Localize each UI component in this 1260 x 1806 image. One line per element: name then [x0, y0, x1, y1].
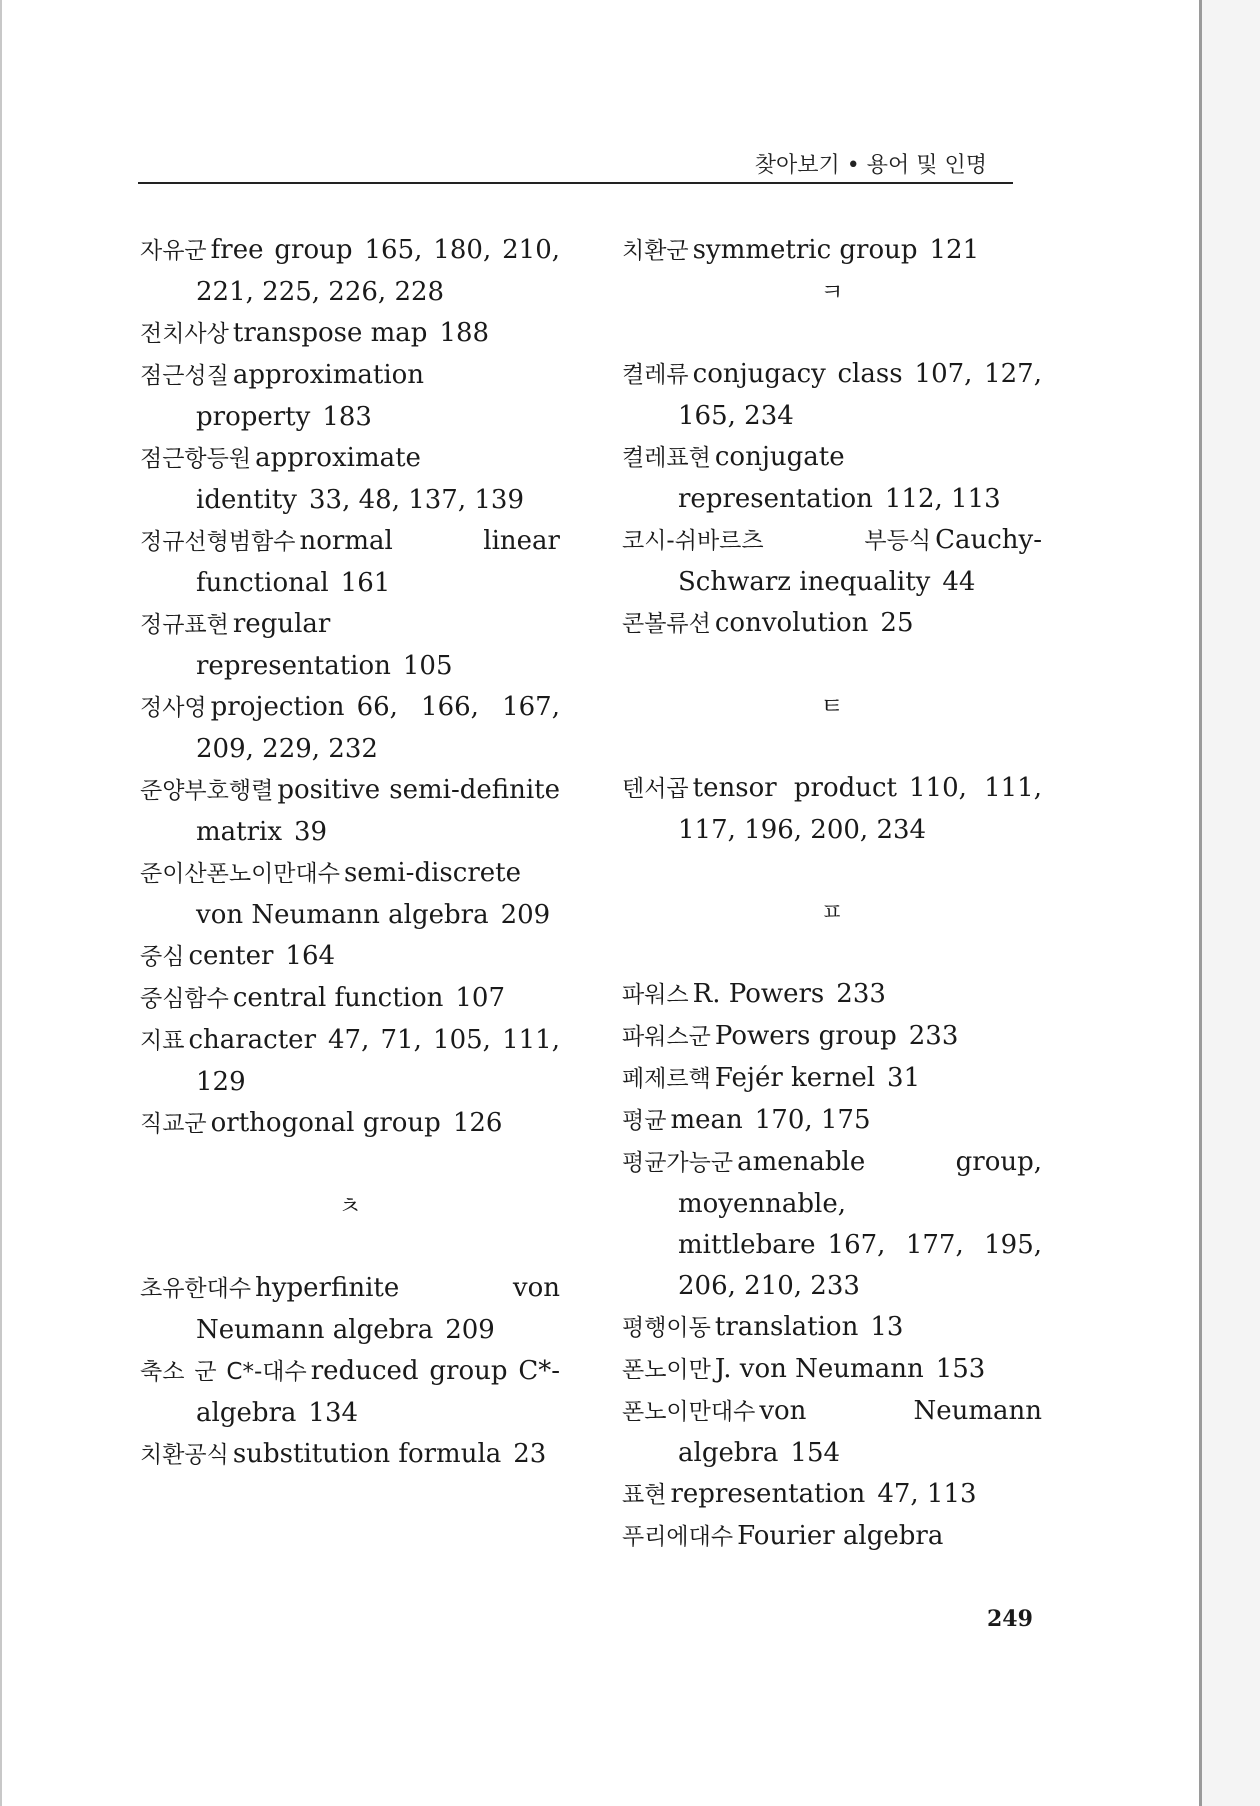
- entry-pages: 126: [452, 1108, 503, 1138]
- entry-korean-term: 켤레류: [622, 362, 689, 388]
- index-entry: [140, 978, 560, 1020]
- entry-english-term: central function: [232, 983, 444, 1013]
- index-entry: [622, 1100, 1042, 1142]
- section-letter-chieut: ㅊ: [338, 1192, 362, 1220]
- entry-korean-term: 치환군: [622, 238, 689, 264]
- entry-pages: 66, 166, 167, 209, 229, 232: [196, 692, 560, 764]
- index-entry: [140, 438, 560, 521]
- index-entry: [622, 974, 1042, 1016]
- entry-english-term: J. von Neumann: [714, 1354, 924, 1384]
- index-entry: [140, 936, 560, 978]
- entry-pages: 170, 175: [754, 1105, 871, 1135]
- entry-english-term: conjugate representation: [678, 442, 873, 514]
- entry-korean-term: 평행이동: [622, 1315, 711, 1341]
- entry-pages: 183: [322, 402, 372, 432]
- running-header-title: 찾아보기 • 용어 및 인명: [754, 153, 987, 178]
- entry-korean-term: 켤레표현: [622, 445, 711, 471]
- entry-korean-term: 치환공식: [140, 1442, 229, 1468]
- entry-korean-term: 준이산폰노이만대수: [140, 861, 340, 887]
- index-entry: [622, 354, 1042, 437]
- index-entry: [622, 1391, 1042, 1474]
- entry-pages: 209: [500, 900, 551, 930]
- entry-pages: 23: [513, 1439, 547, 1469]
- entry-english-term: semi-discrete von Neumann algebra: [196, 858, 521, 930]
- index-entry: [622, 1016, 1042, 1058]
- index-entry: [140, 355, 560, 438]
- index-entry: [140, 1020, 560, 1103]
- running-header: [138, 148, 1013, 184]
- index-entry: [140, 1434, 560, 1476]
- index-entry: [622, 1307, 1042, 1349]
- entry-pages: 165, 180, 210, 221, 225, 226, 228: [196, 235, 560, 307]
- entry-english-term: Powers group: [714, 1021, 897, 1051]
- entry-korean-term: 정사영: [140, 695, 207, 721]
- index-entry: [622, 520, 1042, 603]
- index-entry: [622, 1349, 1042, 1391]
- entry-korean-term: 지표: [140, 1028, 185, 1054]
- index-entry: [140, 1351, 560, 1434]
- entry-english-term: representation: [670, 1479, 866, 1509]
- entry-english-term: approximate identity: [196, 443, 421, 515]
- entry-english-term: normal linear functional: [196, 526, 560, 598]
- entry-english-term: character: [188, 1025, 316, 1055]
- section-letter-kieuk: ㅋ: [820, 278, 844, 306]
- entry-korean-term: 평균가능군: [622, 1150, 734, 1176]
- entry-english-term: projection: [210, 692, 345, 722]
- entry-pages: 107: [455, 983, 506, 1013]
- section-gap: [622, 933, 1042, 974]
- entry-pages: 47, 113: [877, 1479, 977, 1509]
- entry-korean-term: 파워스군: [622, 1024, 711, 1050]
- entry-korean-term: 중심함수: [140, 986, 229, 1012]
- entry-pages: 33, 48, 137, 139: [309, 485, 525, 515]
- index-column-left: [140, 230, 560, 1476]
- entry-korean-term: 중심: [140, 944, 185, 970]
- entry-korean-term: 점근성질: [140, 363, 229, 389]
- entry-english-term: transpose map: [232, 318, 428, 348]
- index-entry: [622, 603, 1042, 645]
- entry-korean-term: 전치사상: [140, 321, 229, 347]
- entry-pages: 25: [880, 608, 914, 638]
- entry-english-term: Fejér kernel: [714, 1063, 876, 1093]
- entry-english-term: von Neumann algebra: [678, 1396, 1042, 1468]
- entry-korean-term: 페제르핵: [622, 1066, 711, 1092]
- index-entry: [622, 1142, 1042, 1307]
- entry-english-term: Cauchy-Schwarz inequality: [678, 525, 1042, 597]
- entry-pages: 39: [294, 817, 328, 847]
- entry-pages: 164: [285, 941, 336, 971]
- entry-pages: 112, 113: [884, 484, 1001, 514]
- entry-pages: 13: [870, 1312, 904, 1342]
- entry-korean-term: 준양부호행렬: [140, 778, 274, 804]
- entry-korean-term: 푸리에대수: [622, 1524, 734, 1550]
- section-gap: [622, 313, 1042, 354]
- entry-korean-term: 표현: [622, 1482, 667, 1508]
- entry-korean-term: 정규표현: [140, 612, 229, 638]
- entry-korean-term: 텐서곱: [622, 776, 689, 802]
- entry-pages: 107, 127, 165, 234: [678, 359, 1042, 431]
- index-entry: [622, 768, 1042, 851]
- entry-pages: 209: [445, 1315, 495, 1345]
- entry-pages: 161: [340, 568, 391, 598]
- entry-pages: 47, 71, 105, 111, 129: [196, 1025, 560, 1097]
- page-number: 249: [987, 1606, 1033, 1632]
- index-entry: [622, 1474, 1042, 1516]
- index-entry: [622, 1516, 1042, 1558]
- entry-korean-term: 폰노이만: [622, 1357, 711, 1383]
- section-letter-tieut: ㅌ: [820, 692, 844, 720]
- entry-english-term: reduced group C*-algebra: [196, 1356, 561, 1428]
- entry-korean-term: 파워스: [622, 982, 689, 1008]
- entry-english-term: orthogonal group: [210, 1108, 441, 1138]
- entry-pages: 233: [908, 1021, 959, 1051]
- entry-pages: 121: [929, 235, 980, 265]
- entry-english-term: substitution formula: [232, 1439, 502, 1469]
- index-entry: [140, 853, 560, 936]
- entry-pages: 153: [935, 1354, 986, 1384]
- entry-korean-term: 평균: [622, 1108, 667, 1134]
- section-gap: [140, 1227, 560, 1268]
- entry-english-term: Fourier algebra: [737, 1521, 944, 1551]
- index-entry: [140, 313, 560, 355]
- entry-pages: 167, 177, 195, 206, 210, 233: [678, 1230, 1042, 1301]
- entry-english-term: symmetric group: [692, 235, 918, 265]
- index-entry: [140, 687, 560, 770]
- index-entry: [140, 770, 560, 853]
- entry-english-term: free group: [210, 235, 353, 265]
- entry-english-term: regular representation: [196, 609, 391, 681]
- entry-pages: 188: [439, 318, 490, 348]
- section-gap: [622, 851, 1042, 892]
- entry-korean-term: 점근항등원: [140, 446, 252, 472]
- index-entry: [140, 604, 560, 687]
- entry-korean-term: 초유한대수: [140, 1276, 252, 1302]
- entry-korean-term: 자유군: [140, 238, 207, 264]
- index-entry: [140, 521, 560, 604]
- entry-pages: 44: [942, 567, 976, 597]
- entry-korean-term: 폰노이만대수: [622, 1399, 756, 1425]
- index-entry: [622, 437, 1042, 520]
- entry-korean-term: 직교군: [140, 1111, 207, 1137]
- entry-english-term: convolution: [714, 608, 869, 638]
- entry-pages: 105: [402, 651, 453, 681]
- entry-english-term: tensor product: [692, 773, 897, 803]
- section-gap: [622, 727, 1042, 768]
- entry-korean-term: 정규선형범함수: [140, 529, 296, 555]
- entry-english-term: center: [188, 941, 274, 971]
- section-gap: [622, 645, 1042, 686]
- entry-pages: 233: [836, 979, 886, 1009]
- section-gap: [140, 1145, 560, 1186]
- index-entry: [140, 1268, 560, 1351]
- index-entry: [622, 230, 1042, 272]
- entry-english-term: conjugacy class: [692, 359, 903, 389]
- entry-english-term: translation: [714, 1312, 859, 1342]
- entry-pages: 154: [790, 1438, 841, 1468]
- index-entry: [140, 1103, 560, 1145]
- entry-pages: 31: [887, 1063, 921, 1093]
- index-column-right: [622, 230, 1042, 1558]
- entry-english-term: approximation property: [196, 360, 425, 432]
- entry-korean-term: 코시-쉬바르츠 부등식: [622, 528, 932, 554]
- index-entry: [140, 230, 560, 313]
- entry-korean-term: 축소 군 C*-대수: [140, 1359, 307, 1385]
- entry-english-term: amenable group, moyennable, mittlebare: [678, 1147, 1042, 1260]
- entry-pages: 110, 111, 117, 196, 200, 234: [678, 773, 1042, 845]
- entry-english-term: hyperfinite von Neumann algebra: [196, 1273, 560, 1345]
- index-entry: [622, 1058, 1042, 1100]
- entry-english-term: positive semi-definite matrix: [196, 775, 560, 847]
- entry-english-term: mean: [670, 1105, 743, 1135]
- entry-english-term: R. Powers: [692, 979, 825, 1009]
- entry-pages: 134: [308, 1398, 359, 1428]
- entry-korean-term: 콘볼류션: [622, 611, 711, 637]
- section-letter-pieup: ㅍ: [820, 898, 844, 926]
